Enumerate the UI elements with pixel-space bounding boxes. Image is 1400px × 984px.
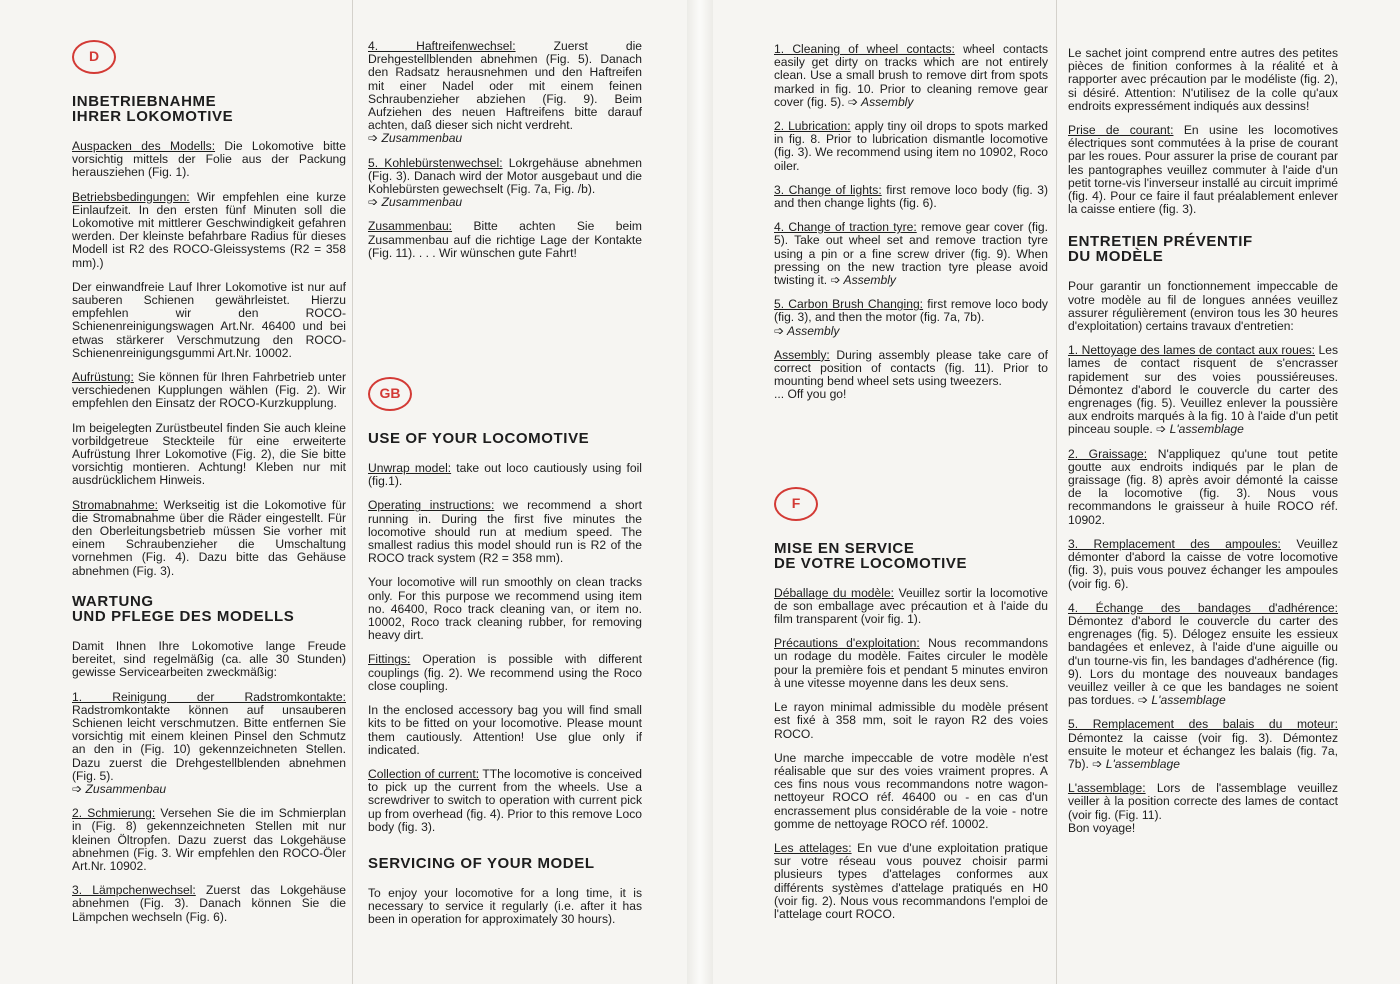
- paragraph: In the enclosed accessory bag you will find small kits to be fitted on your locomotive. Please mount them cautiously. Attention! Use glue only if indicated.: [368, 703, 642, 757]
- paragraph-label: Fittings:: [368, 652, 411, 667]
- paragraph-label: Déballage du modèle:: [774, 585, 895, 600]
- paragraph-label: Prise de courant:: [1068, 123, 1174, 138]
- paragraph-label: 5. Carbon Brush Changing:: [774, 297, 924, 312]
- paragraph: [774, 184, 1048, 210]
- paragraph-label: 4. Change of traction tyre:: [774, 220, 917, 235]
- assembly-reference: ➩ Assembly: [774, 323, 840, 338]
- paragraph-label: 3. Lämpchenwechsel:: [72, 883, 196, 898]
- paragraph: [774, 43, 1048, 109]
- closing-line: Bon voyage!: [1068, 820, 1136, 835]
- paragraph-label: 1. Reinigung der Radstromkontakte:: [72, 689, 346, 704]
- paragraph-text: En vue d'une exploitation pratique sur votre réseau vous pouvez choisir parmi plusieurs types d'attelages conformes aux différents systèmes d'attelage pratiqués en H0 (voir fig. 2). Nous vous recommandons l'emploi de l'attelage court ROCO.: [774, 840, 1048, 921]
- paragraph-label: 5. Kohlebürstenwechsel:: [368, 155, 503, 170]
- paragraph-text: Lokrgehäuse abnehmen (Fig. 3). Danach wird der Motor ausgebaut und die Kohlebürsten gewechselt (Fig. 7a, Fig. /b).: [368, 155, 642, 197]
- language-badge-gb: GB: [368, 377, 412, 411]
- paragraph: [774, 587, 1048, 627]
- paragraph-text: Zuerst die Drehgestellblenden abnehmen (Fig. 5). Danach den Radsatz herausnehmen und den Haftreifen mit einer Nadel oder mit einem feinen Schraubenzieher abziehen (Fig. 9). Beim Aufziehen des neuen Haftreifens bitte darauf achten, daß dieser sich nicht verdreht.: [368, 39, 642, 133]
- paragraph-text: wheel contacts easily get dirty on tracks which are not entirely clean. Use a small brush to remove dirt from spots marked in fig. 10. Prior to cleaning remove gear cover (fig. 5).: [774, 42, 1048, 109]
- title-line: ENTRETIEN PRÉVENTIF: [1068, 233, 1253, 251]
- paragraph: [1068, 448, 1338, 527]
- paragraph-text: Veuillez sortir la locomotive de son emballage avec précaution et à l'aide du film transparent (voir fig. 1).: [774, 585, 1048, 627]
- paragraph-text: Bitte achten Sie beim Zusammenbau auf die richtige Lage der Kontakte (Fig. 11). . . . Wir wünschen gute Fahrt!: [368, 219, 642, 260]
- paragraph-label: 4. Haftreifenwechsel:: [368, 39, 516, 53]
- paragraph-text: Wir empfehlen eine kurze Einlaufzeit. In den ersten fünf Minuten soll die Lokomotive mit mittlerer Geschwindigkeit gefahren werden. Der kleinste befahrbare Radius für dieses Modell ist R2 des ROCO-Gleissystems (R2 = 358 mm).): [72, 189, 346, 270]
- paragraph-label: Stromabnahme:: [72, 497, 159, 512]
- english-french-column: [774, 43, 1048, 932]
- paragraph-label: Assembly:: [774, 347, 830, 362]
- section-title-mise-en-service: [774, 541, 1048, 571]
- paragraph: Une marche impeccable de votre modèle n'est réalisable que sur des voies vraiment propres. A ces fins nous vous recommandons notre wagon-nettoyeur ROCO réf. 46400 ou - en cas d'un encrassement plus considérable de la voie - notre gomme de nettoyage ROCO réf. 10002.: [774, 750, 1048, 831]
- section-title-servicing: SERVICING OF YOUR MODEL: [368, 854, 595, 872]
- section-title-wartung: [72, 594, 346, 624]
- paragraph-text: TThe locomotive is conceived to pick up the current from the wheels. Use a screwdriver to switch to operation with current pick up from overhead (fig. 4). Prior to this remove Loco body (fig. 3).: [368, 766, 642, 834]
- french-column: [1068, 47, 1338, 846]
- paragraph: Im beigelegten Zurüstbeutel finden Sie auch kleine vorbildgetreue Steckteile für eine erweiterte Aufrüstung Ihrer Lokomotive (Fig. 2), die Sie bitte vorsichtig montieren. Achtung! Kleben nur mit ausdrücklichem Hinweis.: [72, 420, 346, 488]
- spacer: [368, 271, 642, 377]
- title-line: DE VOTRE LOCOMOTIVE: [774, 554, 968, 572]
- paragraph: To enjoy your locomotive for a long time, it is necessary to service it regularly (i.e. after it has been in operation for approximately 30 hours).: [368, 885, 642, 927]
- paragraph-label: 1. Cleaning of wheel contacts:: [774, 42, 955, 56]
- closing-line: ... Off you go!: [774, 387, 847, 402]
- paragraph-label: Précautions d'exploitation:: [774, 636, 920, 651]
- paragraph: [72, 191, 346, 270]
- paragraph-label: 3. Remplacement des ampoules:: [1068, 536, 1281, 551]
- paragraph-label: 2. Graissage:: [1068, 446, 1148, 461]
- paragraph: Le rayon minimal admissible du modèle présent est fixé à 358 mm, soit le rayon R2 des voies ROCO.: [774, 700, 1048, 741]
- paragraph-label: 5. Remplacement des balais du moteur:: [1068, 717, 1338, 732]
- section-title-inbetriebnahme: [72, 94, 346, 124]
- paragraph-text: Versehen Sie die im Schmierplan in (Fig. 8) gekennzeichneten Stellen mit nur kleinen Öltropfen. Dazu zuerst das Lokgehäuse abnehmen (Fig. 3. Wir empfehlen den ROCO-Öler Art.Nr. 10902.: [72, 806, 346, 873]
- paragraph: [774, 842, 1048, 921]
- paragraph-text: first remove loco body (fig. 3) and then change lights (fig. 6).: [774, 182, 1048, 211]
- paragraph-text: apply tiny oil drops to spots marked in fig. 8. Prior to lubrication dismantle locomotive (fig. 3). We recommend using item no 10902, Roco oiler.: [774, 119, 1048, 173]
- paragraph: Pour garantir un fonctionnement impeccable de votre modèle au fil de longues années veuillez assurer régulièrement (environ tous les 30 heures d'exploitation) certains travaux d'entretien:: [1068, 279, 1338, 334]
- assembly-reference: ➩ L'assemblage: [1156, 422, 1244, 437]
- paragraph: [1068, 124, 1338, 216]
- paragraph-label: 2. Lubrication:: [774, 119, 851, 134]
- title-line: DU MODÈLE: [1068, 248, 1164, 266]
- german-english-column: [368, 40, 642, 938]
- paragraph: Der einwandfreie Lauf Ihrer Lokomotive ist nur auf sauberen Schienen gewährleistet. Hierzu empfehlen wir den ROCO-Schienenreinigungswagen Art.Nr. 46400 und bei etwas stärkerer Verschmutzung den ROCO-Schienenreinigungsgummi Art.Nr. 10002.: [72, 279, 346, 360]
- paragraph: [72, 691, 346, 797]
- assembly-reference: ➩ Assembly: [847, 94, 914, 109]
- paragraph: [72, 371, 346, 411]
- paragraph-text: During assembly please take care of correct position of contacts (fig. 11). Prior to mounting bend wheel sets using tweezers.: [774, 347, 1048, 389]
- paragraph-text: take out loco cautiously using foil (fig.1).: [368, 461, 642, 489]
- assembly-reference: ➩ Zusammenbau: [368, 131, 463, 146]
- paragraph-text: Sie können für Ihren Fahrbetrieb unter verschiedenen Kupplungen wählen (Fig. 2). Wir empfehlen den Einsatz der ROCO-Kurzkupplung.: [72, 370, 346, 411]
- fold-line: [352, 0, 353, 984]
- paragraph: [368, 653, 642, 693]
- paragraph: [72, 140, 346, 180]
- paragraph-label: Betriebsbedingungen:: [72, 189, 190, 204]
- paragraph: [72, 499, 346, 578]
- paragraph-label: L'assemblage:: [1068, 781, 1146, 796]
- paragraph-label: Collection of current:: [368, 766, 480, 781]
- section-title-use: USE OF YOUR LOCOMOTIVE: [368, 430, 590, 448]
- paragraph: Your locomotive will run smoothly on clean tracks only. For this purpose we recommend using item no. 46400, Roco track cleaning van, or item no. 10002, Roco track cleaning rubber, for removing heavy dirt.: [368, 575, 642, 643]
- paragraph-label: 1. Nettoyage des lames de contact aux roues:: [1068, 343, 1315, 358]
- paragraph-text: Operation is possible with different couplings (fig. 2). We recommend using the Roco close coupling.: [368, 652, 642, 693]
- paragraph-text: Radstromkontakte können auf unsauberen Schienen leicht verschmutzen. Bitte entfernen Sie vorsichtig mit einem kleinen Pinsel den Schmutz an den in (Fig. 10) gekennzeichneten Stellen. Dazu zuerst die Drehgestellblenden abnehmen (Fig. 5).: [72, 702, 346, 783]
- paragraph-text: En usine les locomotives électriques sont commutées à la prise de courant par les roues. Pour assurer la prise de courant par les pantographes veuillez commuter à l'aide d'un petit torne-vis l'inverseur installé au circuit imprimé (fig. 4). Pour ce faire il faut préalablement enlever la caisse entiere (fig. 3).: [1068, 123, 1338, 217]
- paragraph: [774, 120, 1048, 173]
- paragraph: [72, 807, 346, 873]
- paragraph: [1068, 718, 1338, 771]
- language-badge-de: D: [72, 40, 116, 74]
- assembly-reference: ➩ Assembly: [830, 273, 896, 288]
- paragraph-label: Aufrüstung:: [72, 370, 134, 385]
- title-line: IHRER LOKOMOTIVE: [72, 108, 234, 125]
- paragraph: Le sachet joint comprend entre autres des petites pièces de finition conformes à la réalité et à rapporter avec précaution par le modéliste (fig. 2), si désiré. Attention: N'utilisez de la colle qu'aux endroits expressément indiqués aux dessins!: [1068, 46, 1338, 113]
- paragraph: [368, 462, 642, 488]
- assembly-reference: ➩ Zusammenbau: [72, 781, 167, 796]
- paragraph-label: Unwrap model:: [368, 461, 452, 476]
- fold-line: [1056, 0, 1057, 984]
- paragraph-label: 3. Change of lights:: [774, 182, 882, 197]
- paragraph-text: remove gear cover (fig. 5). Take out wheel set and remove traction tyre using a pin or a fine screw driver (fig. 9). When pressing on the new traction tyre please avoid twisting it.: [774, 220, 1048, 288]
- paragraph-label: Auspacken des Modells:: [72, 139, 216, 153]
- assembly-reference: ➩ Zusammenbau: [368, 195, 463, 210]
- paragraph: [368, 768, 642, 834]
- paragraph: [72, 884, 346, 924]
- paragraph-label: 4. Échange des bandages d'adhérence:: [1068, 600, 1338, 615]
- paragraph: [1068, 344, 1338, 436]
- paragraph-text: we recommend a short running in. During the first five minutes the locomotive should run at medium speed. The smallest radius this model should run is R2 of the ROCO track system (R2 = 358 mm).: [368, 498, 642, 566]
- paragraph-label: 2. Schmierung:: [72, 806, 156, 821]
- title-line: INBETRIEBNAHME: [72, 93, 217, 110]
- language-badge-fr: F: [774, 487, 818, 521]
- paragraph-text: Nous recommandons un rodage du modèle. Faites circuler le modèle pour la première fois et pendant 5 minutes environ à une vitesse moyenne dans les deux sens.: [774, 636, 1048, 690]
- paragraph: [774, 221, 1048, 287]
- paragraph-text: Werkseitig ist die Lokomotive für die Stromabnahme über die Räder eingestellt. Für den Oberleitungsbetrieb müssen Sie vorher mit einem Schraubenzieher die Umschaltung vornehmen (Fig. 4). Dazu bitte das Gehäuse abnehmen (Fig. 3).: [72, 497, 346, 578]
- paragraph: [1068, 782, 1338, 835]
- assembly-reference: ➩ L'assemblage: [1092, 756, 1180, 771]
- section-title-entretien: [1068, 234, 1338, 264]
- paragraph-label: Operating instructions:: [368, 498, 495, 513]
- paragraph-text: first remove loco body (fig. 3), and then the motor (fig. 7a, 7b).: [774, 297, 1048, 325]
- paragraph-label: Les attelages:: [774, 840, 852, 855]
- paragraph: [774, 637, 1048, 690]
- title-line: MISE EN SERVICE: [774, 539, 915, 557]
- assembly-reference: ➩ L'assemblage: [1137, 693, 1226, 708]
- paragraph: [1068, 602, 1338, 708]
- paragraph-text: Démontez d'abord le couvercle du carter des engrenages (fig. 5). Délogez ensuite les essieux bandagées et enlevez, à l'aide d'une aiguille ou d'un tourne-vis fin, les bandages d'adhérence (fig. 9). Lors du montage des nouveaux bandages veuillez veiller à ce que les bandages ne soient pas tordues.: [1068, 613, 1338, 708]
- paragraph: [774, 349, 1048, 402]
- title-line: WARTUNG: [72, 592, 154, 610]
- title-line: UND PFLEGE DES MODELLS: [72, 607, 295, 625]
- paragraph-text: Die Lokomotive bitte vorsichtig mittels der Folie aus der Packung herausziehen (Fig. 1).: [72, 139, 346, 180]
- paragraph-text: Les lames de contact risquent de s'encrasser rapidement sur des voies poussiéreuses. Démontez d'abord le couvercle du carter des engrenages (fig. 5). Veuillez enlever la poussière aux endroits marqués à la fig. 10 à l'aide d'un petit pinceau souple.: [1068, 343, 1338, 437]
- paragraph: Damit Ihnen Ihre Lokomotive lange Freude bereitet, sind regelmäßig (ca. alle 30 Stunden) gewisse Servicearbeiten zweckmäßig:: [72, 638, 346, 680]
- german-column-1: [72, 40, 346, 935]
- paragraph-label: Zusammenbau:: [368, 219, 453, 234]
- paragraph-text: Zuerst das Lokgehäuse abnehmen (Fig. 3). Danach können Sie die Lämpchen wechseln (Fig. 6).: [72, 883, 346, 924]
- center-gutter: [687, 0, 713, 984]
- paragraph-text: Veuillez démonter d'abord la caisse de votre locomotive (fig. 3), puis vous pouvez échanger les ampoules (voir fig. 6).: [1068, 536, 1339, 591]
- paragraph-text: Lors de l'assemblage veuillez veiller à la position correcte des lames de contact (voir fig. (Fig. 11).: [1068, 781, 1338, 822]
- paragraph: [368, 40, 642, 146]
- paragraph: [368, 499, 642, 565]
- spacer: [774, 413, 1048, 487]
- paragraph: [774, 298, 1048, 338]
- paragraph: [368, 157, 642, 210]
- paragraph-text: N'appliquez qu'une tout petite goutte aux endroits indiqués par le plan de graissage (fig. 8) après avoir démonté la caisse de la locomotive (fig. 3). Nous vous recommandons le graisseur à huile ROCO réf. 10902.: [1068, 446, 1338, 527]
- paragraph-text: Démontez la caisse (voir fig. 3). Démontez ensuite le moteur et échangez les balais (fig. 7a, 7b).: [1068, 730, 1338, 771]
- paragraph: [1068, 538, 1338, 591]
- paragraph: [368, 220, 642, 260]
